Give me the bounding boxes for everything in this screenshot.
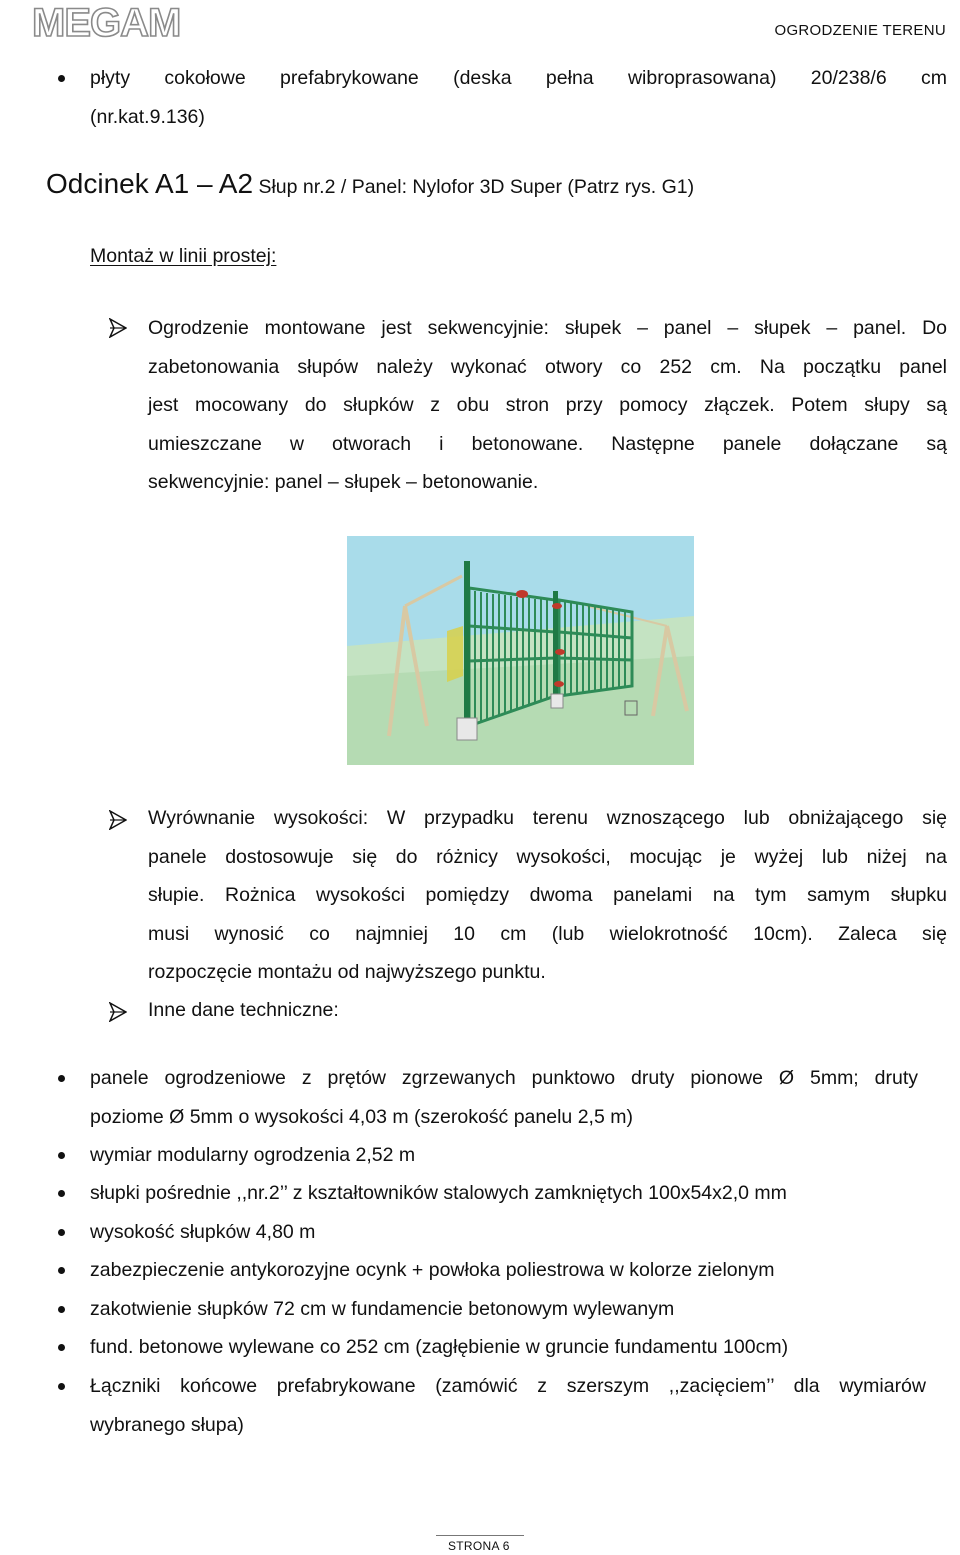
arrow-bullet-icon: [109, 318, 127, 338]
arrow-item-text: Wyrównanie wysokości: W przypadku terenu wznoszącego lub obniżającego się panele dostosowuje się do różnicy wysokości, mocując je wyżej lub niżej na słupie. Rożnica wysokości pomiędzy dwoma panelami na tym samym słupku musi wynosić co najmniej 10 cm (lub wielokrotność 10cm). Zaleca się rozpoczęcie montażu od najwyższego punktu.: [148, 807, 947, 983]
subheading: Montaż w linii prostej:: [90, 245, 277, 267]
footer-rule: [436, 1535, 524, 1536]
bullet-dot: [58, 1229, 65, 1236]
fence-installation-illustration: [347, 536, 694, 765]
arrow-bullet-icon: [109, 810, 127, 830]
tech-bullet-text: fund. betonowe wylewane co 252 cm (zagłębienie w gruncie fundamentu 100cm): [90, 1336, 789, 1358]
tech-bullet-text: Łączniki końcowe prefabrykowane (zamówić z szerszym ,,zacięciem’’ dla wymiarów wybranego słupa): [90, 1375, 926, 1436]
arrow-bullet-icon: [109, 1002, 127, 1022]
bullet-dot: [58, 75, 65, 82]
arrow-item-text: Ogrodzenie montowane jest sekwencyjnie: słupek – panel – słupek – panel. Do zabetonowania słupów należy wykonać otwory co 252 cm. Na początku panel jest mocowany do słupków z obu stron przy pomocy złączek. Potem słupy są umieszczane w otworach i betonowane. Następne panele dołączane są sekwencyjnie: panel – słupek – betonowanie.: [148, 317, 947, 493]
header-title: OGRODZENIE TERENU: [774, 22, 946, 39]
page-number: STRONA 6: [448, 1539, 510, 1553]
bullet-dot: [58, 1152, 65, 1159]
tech-bullet-text: panele ogrodzeniowe z prętów zgrzewanych punktowo druty pionowe Ø 5mm; druty poziome Ø 5mm o wysokości 4,03 m (szerokość panelu 2,5 m): [90, 1067, 918, 1128]
tech-bullet-text: zabezpieczenie antykorozyjne ocynk + powłoka poliestrowa w kolorze zielonym: [90, 1259, 775, 1281]
logo-text: MEGAM: [32, 2, 181, 42]
section-heading-main: Odcinek A1 – A2: [46, 168, 254, 199]
bullet-dot: [58, 1190, 65, 1197]
tech-bullet-text: wymiar modularny ogrodzenia 2,52 m: [90, 1144, 416, 1166]
tech-bullet-text: wysokość słupków 4,80 m: [90, 1221, 316, 1243]
tech-bullet-text: zakotwienie słupków 72 cm w fundamencie betonowym wylewanym: [90, 1298, 675, 1320]
bullet-dot: [58, 1267, 65, 1274]
bullet-dot: [58, 1075, 65, 1082]
tech-bullet-text: słupki pośrednie ,,nr.2’’ z kształtowników stalowych zamkniętych 100x54x2,0 mm: [90, 1182, 787, 1204]
arrow-item-text: Inne dane techniczne:: [148, 999, 339, 1021]
section-heading-detail: Słup nr.2 / Panel: Nylofor 3D Super (Patrz rys. G1): [253, 176, 695, 198]
bullet-dot: [58, 1306, 65, 1313]
fence-post: [464, 561, 470, 726]
megam-logo: [30, 2, 182, 42]
bullet-dot: [58, 1383, 65, 1390]
top-bullet-text: płyty cokołowe prefabrykowane (deska pełna wibroprasowana) 20/238/6 cm (nr.kat.9.136): [90, 67, 947, 128]
section-heading: [46, 168, 694, 200]
bullet-dot: [58, 1344, 65, 1351]
